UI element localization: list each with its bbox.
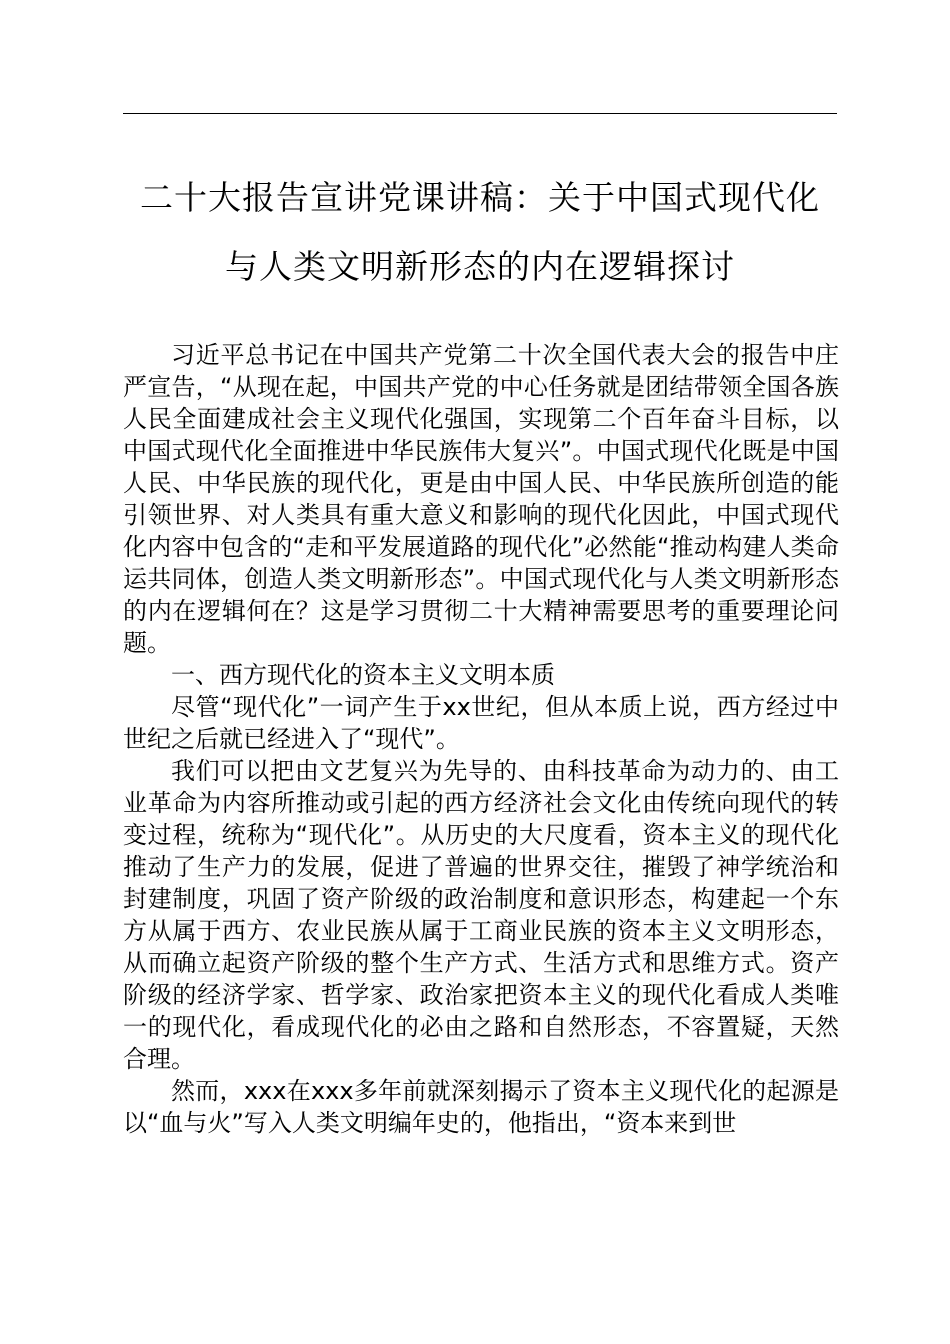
paragraph: 然而，xxx在xxx多年前就深刻揭示了资本主义现代化的起源是以“血与火”写入人类文明编年史的，他指出，“资本来到世 bbox=[123, 1077, 839, 1137]
document-body bbox=[123, 339, 839, 1139]
header-rule bbox=[123, 113, 837, 114]
section-heading-1: 一、西方现代化的资本主义文明本质 bbox=[171, 661, 555, 689]
paragraph: 我们可以把由文艺复兴为先导的、由科技革命为动力的、由工业革命为内容所推动或引起的西方经济社会文化由传统向现代的转变过程，统称为“现代化”。从历史的大尺度看，资本主义的现代化推动了生产力的发展，促进了普遍的世界交往，摧毁了神学统治和封建制度，巩固了资产阶级的政治制度和意识形态，构建起一个东方从属于西方、农业民族从属于工商业民族的资本主义文明形态，从而确立起资产阶级的整个生产方式、生活方式和思维方式。资产阶级的经济学家、哲学家、政治家把资本主义的现代化看成人类唯一的现代化，看成现代化的必由之路和自然形态，不容置疑，天然合理。 bbox=[123, 757, 839, 1073]
paragraph-intro: 习近平总书记在中国共产党第二十次全国代表大会的报告中庄严宣告，“从现在起，中国共产党的中心任务就是团结带领全国各族人民全面建成社会主义现代化强国，实现第二个百年奋斗目标，以中国式现代化全面推进中华民族伟大复兴”。中国式现代化既是中国人民、中华民族的现代化，更是由中国人民、中华民族所创造的能引领世界、对人类具有重大意义和影响的现代化因此，中国式现代化内容中包含的“走和平发展道路的现代化”必然能“推动构建人类命运共同体，创造人类文明新形态”。中国式现代化与人类文明新形态的内在逻辑何在？这是学习贯彻二十大精神需要思考的重要理论问题。 bbox=[123, 341, 839, 657]
document-title-line-1: 二十大报告宣讲党课讲稿：关于中国式现代化 bbox=[140, 178, 820, 217]
paragraph: 尽管“现代化”一词产生于xx世纪，但从本质上说，西方经过中世纪之后就已经进入了“现代”。 bbox=[123, 693, 839, 753]
document-title-line-2: 与人类文明新形态的内在逻辑探讨 bbox=[225, 247, 735, 286]
